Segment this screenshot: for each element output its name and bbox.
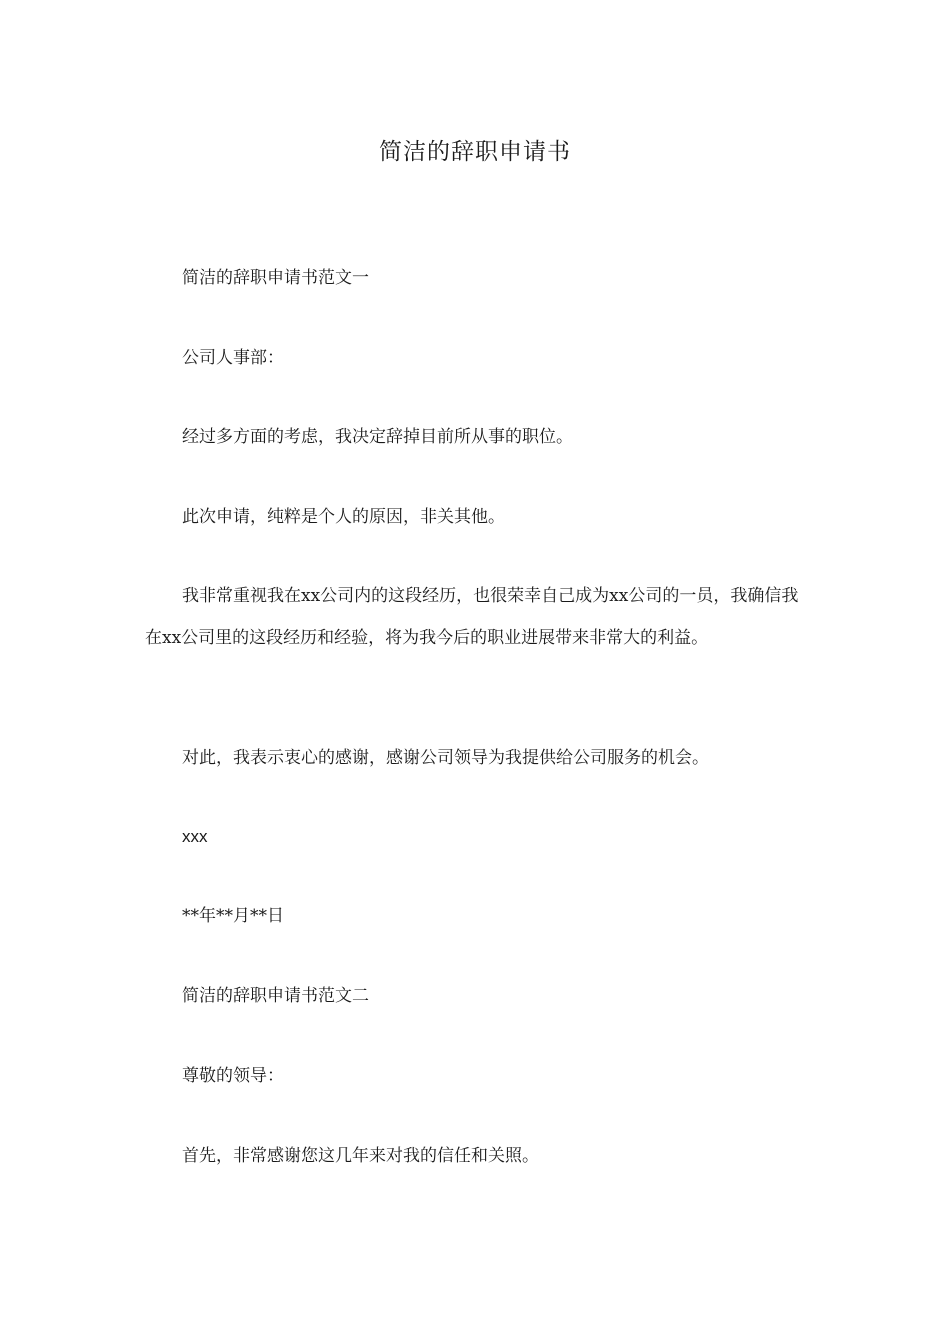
paragraph-experience: 我非常重视我在xx公司内的这段经历，也很荣幸自己成为xx公司的一员，我确信我在xx公司里的这段经历和经验，将为我今后的职业进展带来非常大的利益。	[145, 586, 799, 648]
paragraph-salutation-hr: 公司人事部：	[182, 348, 284, 368]
paragraph-signature: xxx	[182, 827, 208, 846]
paragraph-salutation-leader: 尊敬的领导：	[182, 1066, 284, 1086]
paragraph-thanks: 对此，我表示衷心的感谢，感谢公司领导为我提供给公司服务的机会。	[182, 748, 709, 768]
paragraph-gratitude: 首先，非常感谢您这几年来对我的信任和关照。	[182, 1146, 539, 1166]
paragraph-sample-one-heading: 简洁的辞职申请书范文一	[182, 268, 369, 288]
paragraph-date: **年**月**日	[182, 906, 284, 926]
paragraph-sample-two-heading: 简洁的辞职申请书范文二	[182, 986, 369, 1006]
document-title: 简洁的辞职申请书	[379, 139, 571, 165]
paragraph-decision: 经过多方面的考虑，我决定辞掉目前所从事的职位。	[182, 427, 573, 447]
paragraph-reason: 此次申请，纯粹是个人的原因，非关其他。	[182, 507, 505, 527]
